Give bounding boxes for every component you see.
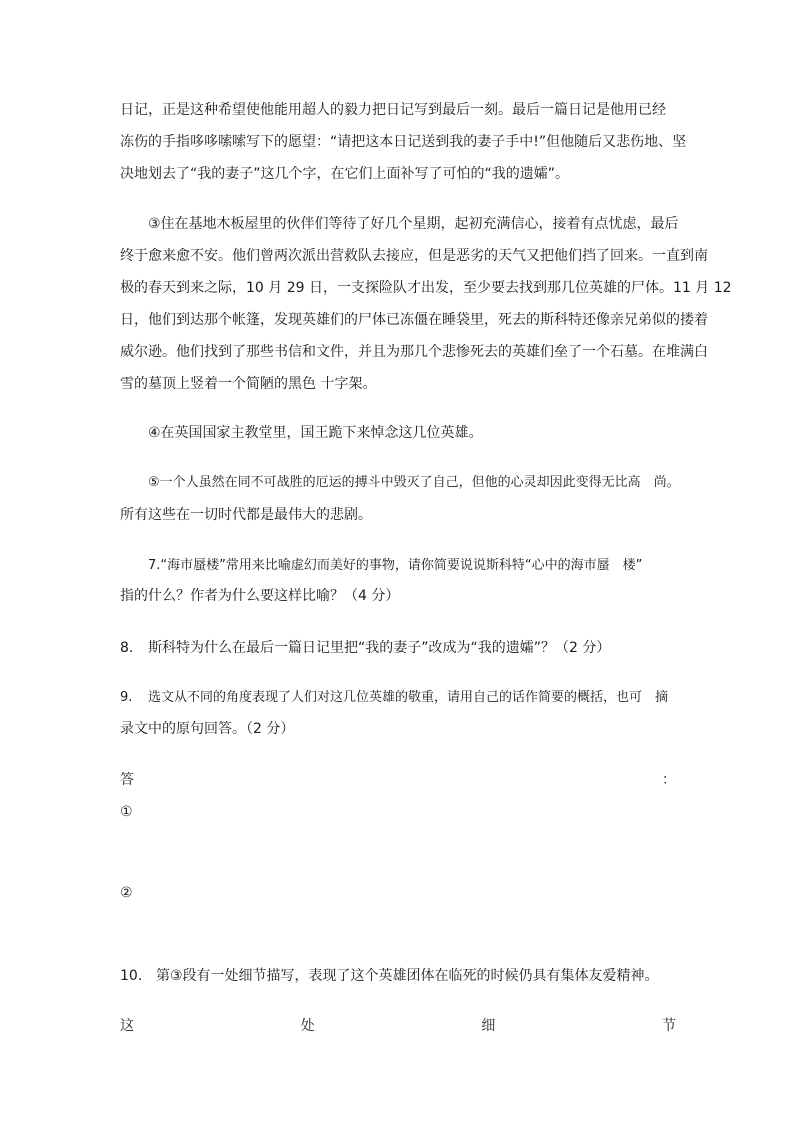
question-text: 选文从不同的角度表现了人们对这几位英雄的敬重，请用自己的话作简要的概括，也可 摘: [148, 690, 669, 705]
paragraph-3-line: 威尔逊。他们找到了那些书信和文件，并且为那几个悲惨死去的英雄们垒了一个石墓。在堆满白: [120, 344, 708, 360]
question-9-line: 录文中的原句回答。（2 分）: [120, 721, 295, 737]
paragraph-3-line: 日，他们到达那个帐篷，发现英雄们的尸体已冻僵在睡袋里，死去的斯科特还像亲兄弟似的搂着: [120, 312, 708, 328]
blank-word: 处: [300, 1018, 315, 1034]
paragraph-3-line: ③住在基地木板屋里的伙伴们等待了好几个星期，起初充满信心，接着有点忧虑，最后: [148, 216, 679, 232]
paragraph-4: ④在英国国家主教堂里，国王跪下来悼念这几位英雄。: [148, 425, 483, 441]
paragraph-3-line: 雪的墓顶上竖着一个简陋的黑色 十字架。: [120, 376, 377, 392]
question-text: 斯科特为什么在最后一篇日记里把“我的妻子”改成为“我的遗孀”？（2 分）: [148, 640, 611, 656]
paragraph-3-line: 终于愈来愈不安。他们曾两次派出营救队去接应，但是恶劣的天气又把他们挡了回来。一直到南: [120, 248, 708, 264]
question-10: [120, 966, 680, 986]
blank-word: 细: [481, 1018, 496, 1034]
passage-line: 冻伤的手指哆哆嗦嗦写下的愿望：“请把这本日记送到我的妻子手中!”但他随后又悲伤地、坚: [120, 134, 687, 150]
question-8: [120, 638, 680, 658]
question-10-blank-line: [120, 1016, 676, 1036]
question-number: 8.: [120, 640, 134, 656]
answer-mark-2: ②: [120, 885, 133, 901]
question-9: [120, 688, 680, 708]
question-text: 第③段有一处细节描写，表现了这个英雄团体在临死的时候仍具有集体友爱精神。: [156, 968, 659, 984]
paragraph-5-line: ⑤一个人虽然在同不可战胜的厄运的搏斗中毁灭了自己，但他的心灵却因此变得无比高 尚。: [148, 475, 680, 490]
answer-colon: ：: [662, 772, 676, 788]
paragraph-3-line: 极的春天到来之际，10 月 29 日，一支探险队才出发，至少要去找到那几位英雄的尸体。11 月 12: [120, 280, 732, 296]
passage-line: 决地划去了“我的妻子”这几个字，在它们上面补写了可怕的“我的遗孀”。: [120, 166, 570, 182]
blank-word: 这: [120, 1018, 134, 1034]
question-7-line: 指的什么？作者为什么要这样比喻？（4 分）: [120, 588, 400, 604]
answer-mark-1: ①: [120, 804, 133, 820]
question-number: 10.: [120, 968, 143, 984]
answer-line: [120, 770, 676, 790]
paragraph-5-line: 所有这些在一切时代都是最伟大的悲剧。: [120, 507, 372, 523]
blank-word: 节: [661, 1018, 676, 1034]
question-7-line: 7.“海市蜃楼”常用来比喻虚幻而美好的事物，请你简要说说斯科特“心中的海市蜃 楼”: [148, 558, 643, 573]
passage-line: 日记，正是这种希望使他能用超人的毅力把日记写到最后一刻。最后一篇日记是他用已经: [120, 102, 666, 118]
question-number: 9.: [120, 690, 133, 705]
answer-label: 答: [120, 772, 134, 788]
